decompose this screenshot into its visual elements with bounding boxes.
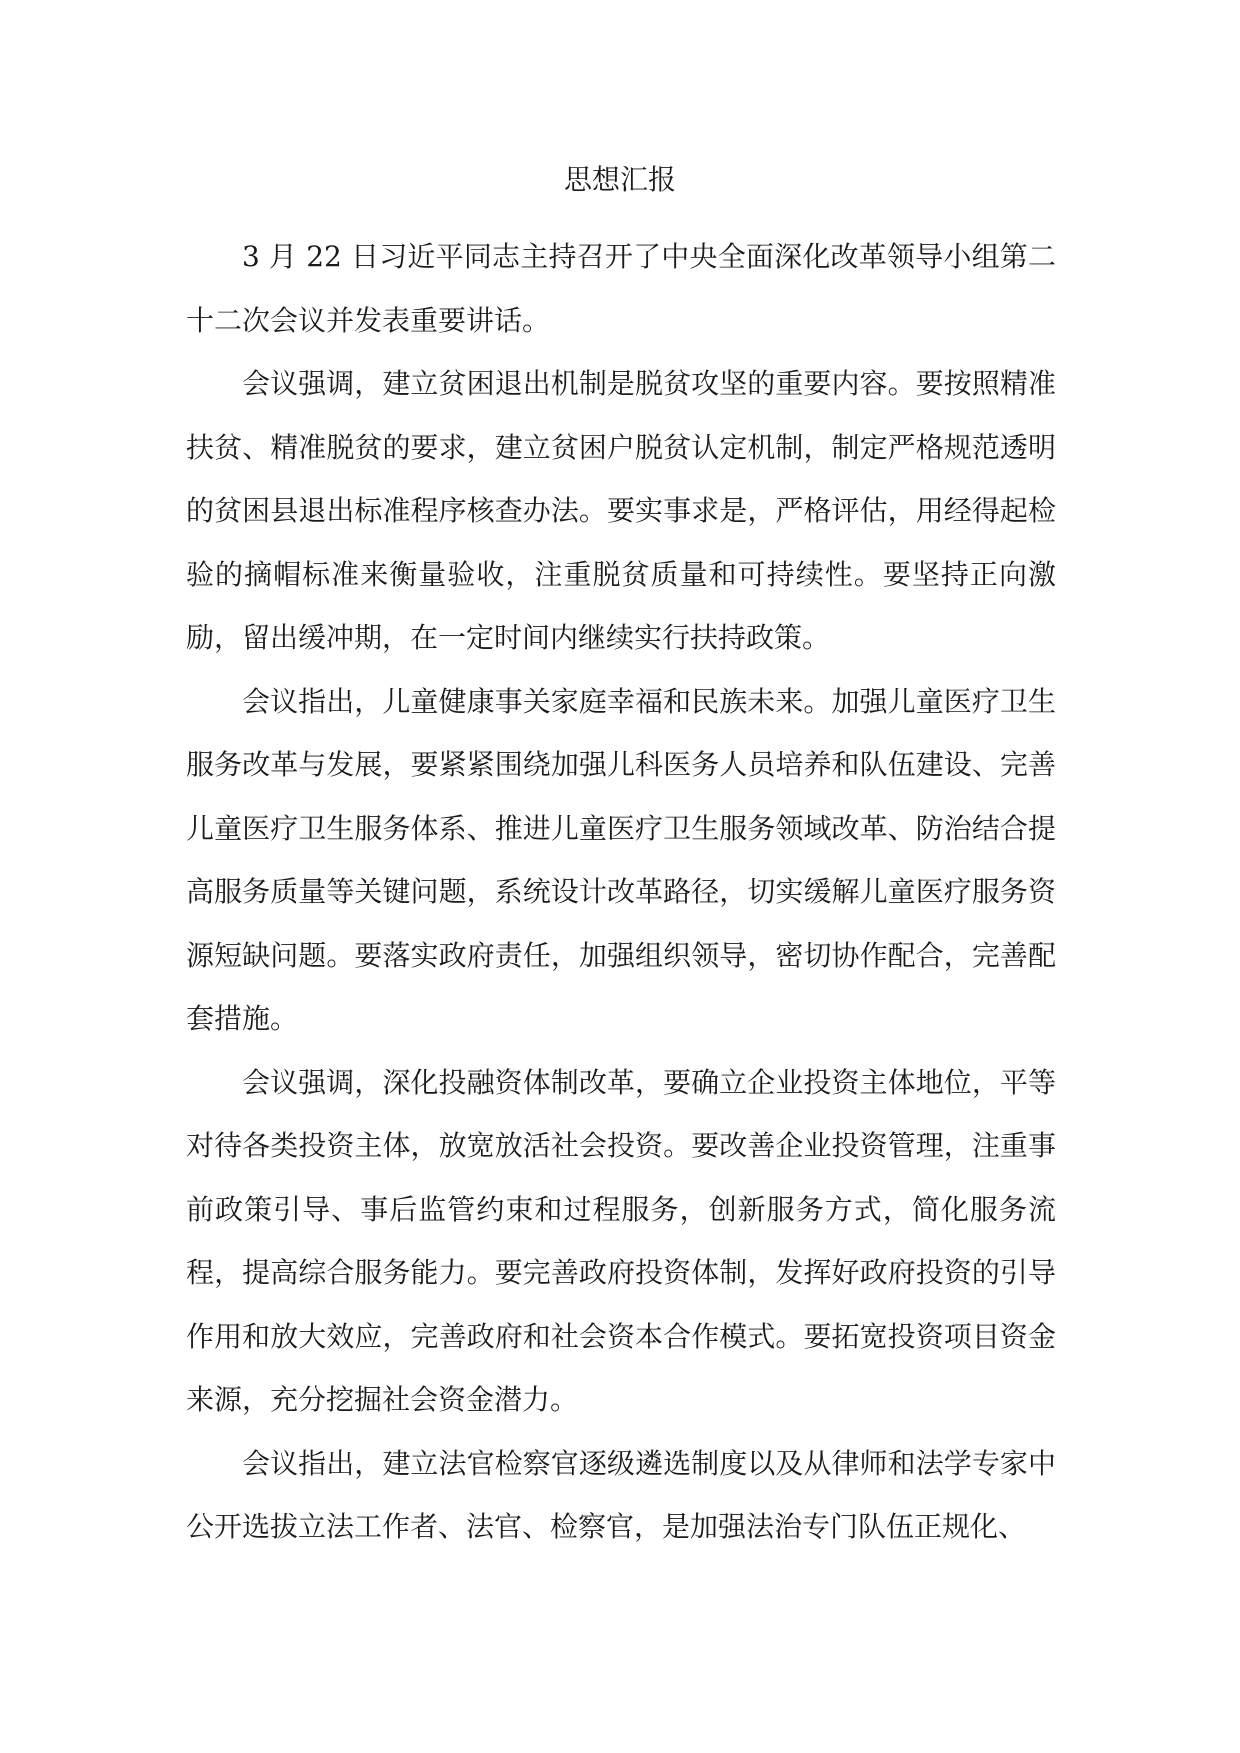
paragraph: 3 月 22 日习近平同志主持召开了中央全面深化改革领导小组第二十二次会议并发表重要讲话。 (186, 240, 1056, 337)
document-body (186, 225, 1056, 1559)
paragraph: 会议强调，深化投融资体制改革，要确立企业投资主体地位，平等对待各类投资主体，放宽放活社会投资。要改善企业投资管理，注重事前政策引导、事后监管约束和过程服务，创新服务方式，简化服务流程，提高综合服务能力。要完善政府投资体制，发挥好政府投资的引导作用和放大效应，完善政府和社会资本合作模式。要拓宽投资项目资金来源，充分挖掘社会资金潜力。 (186, 1065, 1056, 1416)
paragraph: 会议指出，儿童健康事关家庭幸福和民族未来。加强儿童医疗卫生服务改革与发展，要紧紧围绕加强儿科医务人员培养和队伍建设、完善儿童医疗卫生服务体系、推进儿童医疗卫生服务领域改革、防治结合提高服务质量等关键问题，系统设计改革路径，切实缓解儿童医疗服务资源短缺问题。要落实政府责任，加强组织领导，密切协作配合，完善配套措施。 (186, 684, 1056, 1035)
document-title: 思想汇报 (563, 163, 676, 196)
paragraph: 会议指出，建立法官检察官逐级遴选制度以及从律师和法学专家中公开选拔立法工作者、法官、检察官，是加强法治专门队伍正规化、 (186, 1446, 1056, 1543)
paragraph: 会议强调，建立贫困退出机制是脱贫攻坚的重要内容。要按照精准扶贫、精准脱贫的要求，建立贫困户脱贫认定机制，制定严格规范透明的贫困县退出标准程序核查办法。要实事求是，严格评估，用经得起检验的摘帽标准来衡量验收，注重脱贫质量和可持续性。要坚持正向激励，留出缓冲期，在一定时间内继续实行扶持政策。 (186, 367, 1056, 654)
